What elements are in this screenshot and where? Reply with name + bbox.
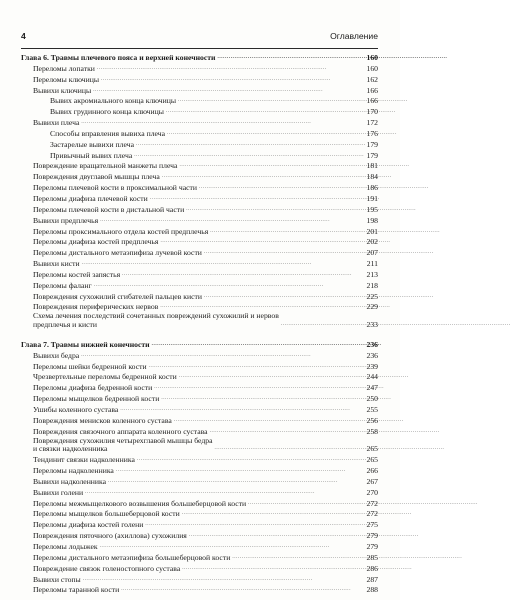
entry-page: 213 (366, 269, 378, 279)
entry-title: Вывихи предплечья (33, 215, 99, 225)
entry-page: 279 (366, 541, 378, 551)
toc-entry[interactable] (21, 552, 378, 563)
entry-title: Повреждения пяточного (ахиллова) сухожилия (33, 531, 187, 541)
entry-page: 250 (366, 394, 378, 404)
entry-title: Переломы таранной кости (33, 585, 120, 595)
toc-entry[interactable] (21, 85, 378, 96)
toc-entry[interactable] (21, 382, 378, 393)
leader-dots (85, 487, 363, 498)
header-rule (21, 48, 378, 49)
entry-line-1: Повреждения сухожилия четырехглавой мышцы бедра (33, 435, 213, 445)
entry-title: Переломы диафиза костей голени (33, 520, 144, 530)
entry-title: Переломы шейки бедренной кости (33, 361, 147, 371)
entry-line-1: Схема лечения последствий сочетанных повреждений сухожилий и нервов (33, 311, 279, 321)
leader-dots (137, 454, 363, 465)
leader-dots (81, 117, 363, 128)
entry-line-2: и связки надколенника (33, 444, 108, 454)
toc-entry[interactable] (21, 280, 378, 291)
toc-entry[interactable] (21, 247, 378, 258)
entry-page: 275 (366, 520, 378, 530)
toc-entry[interactable] (21, 361, 378, 372)
toc-entry-multiline[interactable] (21, 437, 378, 455)
chapter-6-entries (21, 63, 378, 312)
entry-page: 233 (366, 320, 378, 330)
running-title: Оглавление (330, 31, 378, 41)
entry-page: 162 (366, 74, 378, 84)
toc-entry[interactable] (21, 74, 378, 85)
entry-page: 184 (366, 172, 378, 182)
entry-page: 244 (366, 372, 378, 382)
entry-title: Переломы межмыщелкового возвышения большеберцовой кости (33, 498, 247, 508)
toc-entry[interactable] (21, 541, 378, 552)
entry-page: 170 (366, 107, 378, 117)
toc-entry[interactable] (21, 498, 378, 509)
entry-page: 211 (366, 259, 378, 269)
entry-page: 286 (366, 563, 378, 573)
entry-title: Переломы фаланг (33, 280, 92, 290)
chapter-6-section (21, 52, 378, 330)
entry-title: Вывихи голени (33, 487, 84, 497)
entry-page: 191 (366, 193, 378, 203)
entry-page: 218 (366, 280, 378, 290)
leader-dots (116, 465, 363, 476)
toc-entry[interactable] (21, 350, 378, 361)
chapter-6-heading[interactable] (21, 52, 378, 63)
toc-entry[interactable] (21, 258, 378, 269)
toc-entry[interactable] (21, 454, 378, 465)
entry-page: 179 (366, 150, 378, 160)
entry-title: Переломы ключицы (33, 74, 99, 84)
leader-dots (97, 63, 363, 74)
chapter-title: Глава 7. Травмы нижней конечности (21, 339, 150, 349)
entry-title: Вывихи надколенника (33, 476, 107, 486)
entry-title: Переломы диафиза костей предплечья (33, 237, 159, 247)
entry-title: Переломы плечевой кости в проксимальной части (33, 183, 198, 193)
leader-dots (189, 530, 363, 541)
toc-entry[interactable] (21, 182, 378, 193)
entry-title: Переломы костей запястья (33, 269, 121, 279)
toc-entry[interactable] (21, 393, 378, 404)
entry-page: 258 (366, 426, 378, 436)
toc-entry[interactable] (21, 95, 378, 106)
chapter-7-heading[interactable] (21, 339, 378, 350)
entry-title: Переломы лодыжек (33, 541, 98, 551)
leader-dots (199, 182, 363, 193)
entry-page: 265 (366, 455, 378, 465)
entry-title: Переломы плечевой кости в дистальной части (33, 204, 185, 214)
entry-page: 166 (366, 96, 378, 106)
entry-title: Переломы диафиза бедренной кости (33, 383, 153, 393)
leader-dots (179, 371, 363, 382)
toc-entry[interactable] (21, 465, 378, 476)
entry-title: Вывихи плеча (33, 118, 80, 128)
entry-line-2: предплечья и кисти (33, 320, 97, 330)
entry-title: Вывих грудинного конца ключицы (50, 107, 164, 117)
leader-dots (145, 519, 363, 530)
leader-dots (149, 361, 363, 372)
entry-page: 229 (366, 302, 378, 312)
table-of-contents (21, 52, 378, 595)
entry-title: Переломы диафиза плечевой кости (33, 193, 148, 203)
entry-page: 166 (366, 85, 378, 95)
leader-dots (154, 382, 363, 393)
leader-dots (281, 319, 363, 330)
entry-page: 279 (366, 531, 378, 541)
leader-dots (136, 139, 363, 150)
leader-dots (83, 574, 363, 585)
chapter-7-section (21, 339, 378, 595)
entry-page: 198 (366, 215, 378, 225)
toc-entry[interactable] (21, 508, 378, 519)
entry-page: 272 (366, 509, 378, 519)
toc-entry[interactable] (21, 236, 378, 247)
entry-title: Повреждения периферических нервов (33, 302, 159, 312)
toc-entry-multiline[interactable] (21, 312, 378, 330)
leader-dots (100, 215, 363, 226)
entry-title: Способы вправления вывиха плеча (50, 128, 166, 138)
leader-dots (101, 74, 363, 85)
entry-page: 265 (366, 444, 378, 454)
toc-entry[interactable] (21, 291, 378, 302)
entry-page: 176 (366, 128, 378, 138)
entry-title: Повреждение вращательной манжеты плеча (33, 161, 178, 171)
toc-entry[interactable] (21, 404, 378, 415)
entry-page: 202 (366, 237, 378, 247)
entry-page: 225 (366, 291, 378, 301)
entry-title: Вывихи стопы (33, 574, 81, 584)
chapter-page: 236 (366, 339, 378, 349)
leader-dots (121, 584, 363, 595)
toc-entry[interactable] (21, 215, 378, 226)
chapter-title: Глава 6. Травмы плечевого пояса и верхней конечности (21, 53, 216, 62)
entry-title: Переломы мыщелков бедренной кости (33, 394, 160, 404)
leader-dots (122, 269, 363, 280)
entry-title: Переломы дистального метаэпифиза лучевой кости (33, 248, 202, 258)
toc-entry[interactable] (21, 519, 378, 530)
leader-dots (174, 415, 363, 426)
entry-page: 172 (366, 118, 378, 128)
entry-title: Переломы надколенника (33, 466, 114, 476)
entry-page: 255 (366, 405, 378, 414)
entry-title: Вывихи кисти (33, 259, 80, 269)
entry-page: 160 (366, 63, 378, 73)
toc-entry[interactable] (21, 563, 378, 574)
leader-dots (210, 226, 363, 237)
leader-dots (179, 160, 363, 171)
leader-dots (204, 291, 363, 302)
entry-page: 195 (366, 204, 378, 214)
entry-page: 266 (366, 466, 378, 476)
entry-title: Вывихи бедра (33, 350, 80, 360)
toc-entry[interactable] (21, 160, 378, 171)
toc-entry[interactable] (21, 117, 378, 128)
entry-title: Переломы мыщелков большеберцовой кости (33, 509, 180, 519)
leader-dots (100, 541, 363, 552)
leader-dots (186, 204, 363, 215)
entry-title: Повреждения менисков коленного сустава (33, 415, 172, 425)
leader-dots (81, 350, 363, 361)
toc-entry[interactable] (21, 106, 378, 117)
chapter-7-entries (21, 350, 378, 437)
leader-dots (210, 426, 363, 437)
leader-dots (217, 52, 363, 63)
toc-entry[interactable] (21, 150, 378, 161)
entry-page: 285 (366, 552, 378, 562)
toc-entry[interactable] (21, 204, 378, 215)
toc-entry[interactable] (21, 530, 378, 541)
leader-dots (232, 552, 363, 563)
entry-page: 207 (366, 248, 378, 258)
toc-entry[interactable] (21, 128, 378, 139)
entry-page: 181 (366, 161, 378, 171)
toc-entry[interactable] (21, 139, 378, 150)
toc-entry[interactable] (21, 226, 378, 237)
leader-dots (166, 106, 363, 117)
entry-page: 201 (366, 226, 378, 236)
running-header (21, 30, 378, 44)
entry-title: Переломы лопатки (33, 63, 95, 73)
leader-dots (248, 498, 363, 509)
toc-entry[interactable] (21, 269, 378, 280)
entry-page: 270 (366, 487, 378, 497)
leader-dots (204, 247, 363, 258)
toc-entry[interactable] (21, 476, 378, 487)
entry-page: 256 (366, 415, 378, 425)
leader-dots (94, 280, 363, 291)
entry-title: Переломы дистального метаэпифиза большеберцовой кости (33, 552, 231, 562)
chapter-7-entries-continued (21, 454, 378, 595)
leader-dots (82, 258, 363, 269)
entry-title: Привычный вывих плеча (50, 150, 133, 160)
entry-page: 267 (366, 476, 378, 486)
leader-dots (161, 393, 363, 404)
chapter-page: 160 (366, 53, 378, 62)
leader-dots (120, 404, 363, 415)
entry-title: Повреждения двуглавой мышцы плеча (33, 172, 160, 182)
entry-page: 179 (366, 139, 378, 149)
entry-title: Ушибы коленного сустава (33, 405, 119, 414)
entry-title: Тендинит связки надколенника (33, 455, 135, 465)
entry-title: Повреждения сухожилий сгибателей пальцев кисти (33, 291, 202, 301)
leader-dots (167, 128, 363, 139)
leader-dots (215, 443, 364, 454)
leader-dots (182, 563, 363, 574)
toc-entry[interactable] (21, 171, 378, 182)
entry-title: Чрезвертельные переломы бедренной кости (33, 372, 177, 382)
entry-title: Застарелые вывихи плеча (50, 139, 134, 149)
entry-page: 247 (366, 383, 378, 393)
toc-entry[interactable] (21, 574, 378, 585)
toc-entry[interactable] (21, 371, 378, 382)
toc-entry[interactable] (21, 584, 378, 595)
leader-dots (150, 193, 363, 204)
entry-page: 272 (366, 498, 378, 508)
leader-dots (134, 150, 363, 161)
entry-title: Повреждения связочного аппарата коленного сустава (33, 426, 208, 436)
toc-entry[interactable] (21, 193, 378, 204)
toc-entry[interactable] (21, 426, 378, 437)
leader-dots (182, 508, 363, 519)
leader-dots (160, 236, 363, 247)
entry-title: Переломы проксимального отдела костей предплечья (33, 226, 209, 236)
entry-page: 239 (366, 361, 378, 371)
leader-dots (152, 339, 363, 350)
toc-entry[interactable] (21, 415, 378, 426)
page-number: 4 (21, 31, 26, 41)
leader-dots (162, 171, 363, 182)
leader-dots (93, 85, 363, 96)
entry-title: Вывих акромиального конца ключицы (50, 96, 177, 106)
toc-entry[interactable] (21, 63, 378, 74)
entry-page: 186 (366, 183, 378, 193)
leader-dots (178, 95, 363, 106)
entry-title: Вывихи ключицы (33, 85, 92, 95)
toc-entry[interactable] (21, 487, 378, 498)
entry-page: 288 (366, 585, 378, 595)
leader-dots (108, 476, 363, 487)
entry-title: Повреждение связок голеностопного сустава (33, 563, 181, 573)
entry-page: 236 (366, 350, 378, 360)
entry-page: 287 (366, 574, 378, 584)
